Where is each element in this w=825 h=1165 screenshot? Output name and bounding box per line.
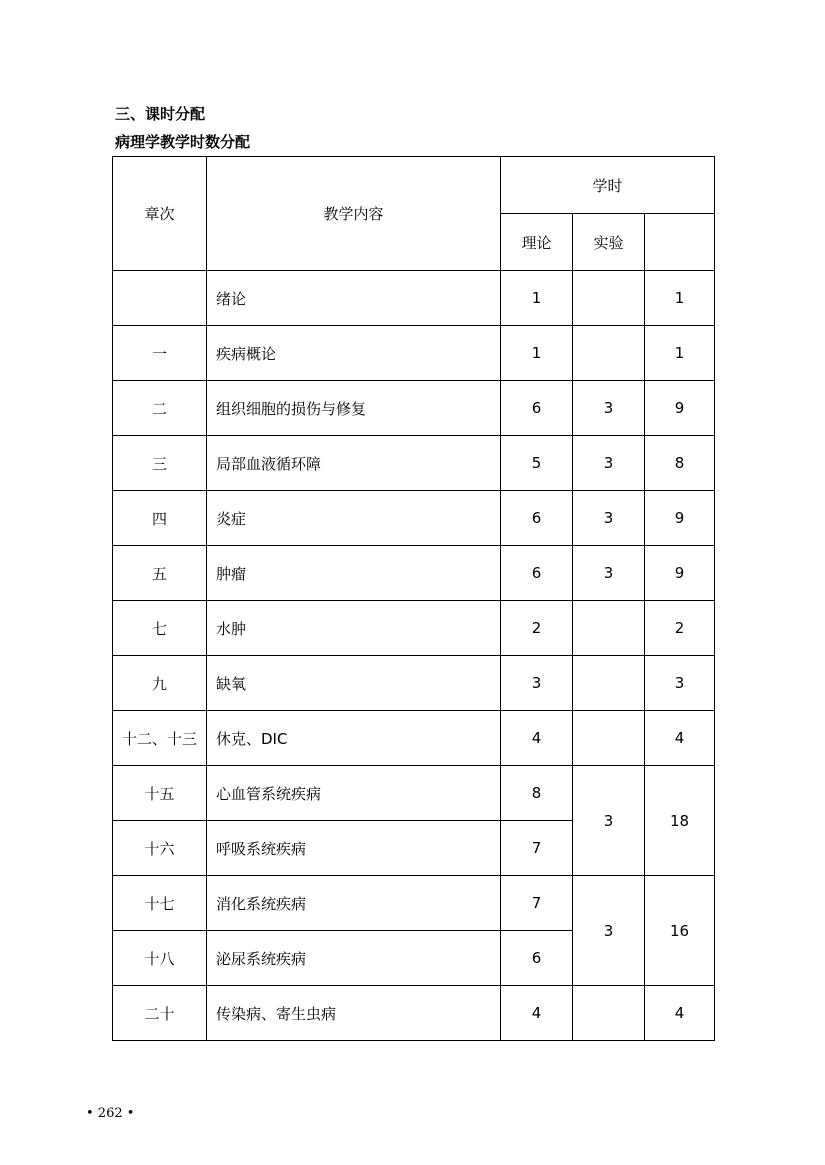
table-row (113, 271, 715, 326)
cell-total-merged: 18 (645, 766, 715, 876)
cell-theory: 6 (501, 931, 573, 986)
cell-theory: 1 (501, 326, 573, 381)
cell-chapter: 十二、十三 (113, 711, 207, 766)
cell-lab-merged: 3 (573, 876, 645, 986)
cell-theory: 5 (501, 436, 573, 491)
table-row (113, 766, 715, 821)
header-row (113, 157, 715, 214)
table-row (113, 491, 715, 546)
hours-table (112, 156, 715, 1041)
cell-theory: 4 (501, 986, 573, 1041)
header-content: 教学内容 (207, 157, 501, 271)
cell-chapter: 十六 (113, 821, 207, 876)
section-heading: 三、课时分配 (115, 105, 206, 123)
cell-chapter: 九 (113, 656, 207, 711)
cell-total: 9 (645, 546, 715, 601)
cell-chapter: 一 (113, 326, 207, 381)
cell-content: 心血管系统疾病 (207, 766, 501, 821)
cell-content: 水肿 (207, 601, 501, 656)
cell-total: 1 (645, 326, 715, 381)
cell-chapter: 七 (113, 601, 207, 656)
table-row (113, 876, 715, 931)
cell-content: 肿瘤 (207, 546, 501, 601)
cell-lab-merged: 3 (573, 766, 645, 876)
cell-chapter: 二十 (113, 986, 207, 1041)
cell-chapter: 五 (113, 546, 207, 601)
cell-theory: 1 (501, 271, 573, 326)
cell-total: 4 (645, 986, 715, 1041)
cell-chapter (113, 271, 207, 326)
table-row (113, 381, 715, 436)
cell-chapter: 十八 (113, 931, 207, 986)
cell-lab: 3 (573, 491, 645, 546)
cell-theory: 2 (501, 601, 573, 656)
cell-content: 疾病概论 (207, 326, 501, 381)
cell-total-merged: 16 (645, 876, 715, 986)
cell-total: 9 (645, 381, 715, 436)
cell-theory: 4 (501, 711, 573, 766)
cell-theory: 7 (501, 876, 573, 931)
cell-chapter: 四 (113, 491, 207, 546)
cell-lab (573, 656, 645, 711)
cell-content: 消化系统疾病 (207, 876, 501, 931)
header-lab: 实验 (573, 214, 645, 271)
cell-lab: 3 (573, 381, 645, 436)
cell-theory: 6 (501, 381, 573, 436)
cell-chapter: 十五 (113, 766, 207, 821)
table-row (113, 711, 715, 766)
cell-lab: 3 (573, 546, 645, 601)
cell-lab: 3 (573, 436, 645, 491)
cell-chapter: 二 (113, 381, 207, 436)
cell-total: 8 (645, 436, 715, 491)
cell-content: 呼吸系统疾病 (207, 821, 501, 876)
cell-content: 局部血液循环障 (207, 436, 501, 491)
header-chapter: 章次 (113, 157, 207, 271)
cell-theory: 6 (501, 491, 573, 546)
cell-total: 3 (645, 656, 715, 711)
cell-chapter: 十七 (113, 876, 207, 931)
page-number: • 262 • (86, 1106, 135, 1121)
cell-content: 缺氧 (207, 656, 501, 711)
cell-total: 1 (645, 271, 715, 326)
cell-total: 2 (645, 601, 715, 656)
cell-total: 4 (645, 711, 715, 766)
cell-content: 传染病、寄生虫病 (207, 986, 501, 1041)
cell-theory: 7 (501, 821, 573, 876)
table-row (113, 656, 715, 711)
cell-lab (573, 271, 645, 326)
cell-content: 休克、DIC (207, 711, 501, 766)
cell-theory: 3 (501, 656, 573, 711)
table-row (113, 436, 715, 491)
header-theory: 理论 (501, 214, 573, 271)
cell-lab (573, 601, 645, 656)
cell-content: 泌尿系统疾病 (207, 931, 501, 986)
cell-theory: 8 (501, 766, 573, 821)
cell-lab (573, 711, 645, 766)
table-row (113, 326, 715, 381)
table-row (113, 546, 715, 601)
cell-lab (573, 986, 645, 1041)
cell-total: 9 (645, 491, 715, 546)
cell-content: 组织细胞的损伤与修复 (207, 381, 501, 436)
cell-theory: 6 (501, 546, 573, 601)
table-row (113, 986, 715, 1041)
header-hours: 学时 (501, 157, 715, 214)
table-row (113, 601, 715, 656)
table-caption: 病理学教学时数分配 (115, 133, 251, 151)
header-total (645, 214, 715, 271)
cell-lab (573, 326, 645, 381)
cell-content: 绪论 (207, 271, 501, 326)
cell-chapter: 三 (113, 436, 207, 491)
cell-content: 炎症 (207, 491, 501, 546)
